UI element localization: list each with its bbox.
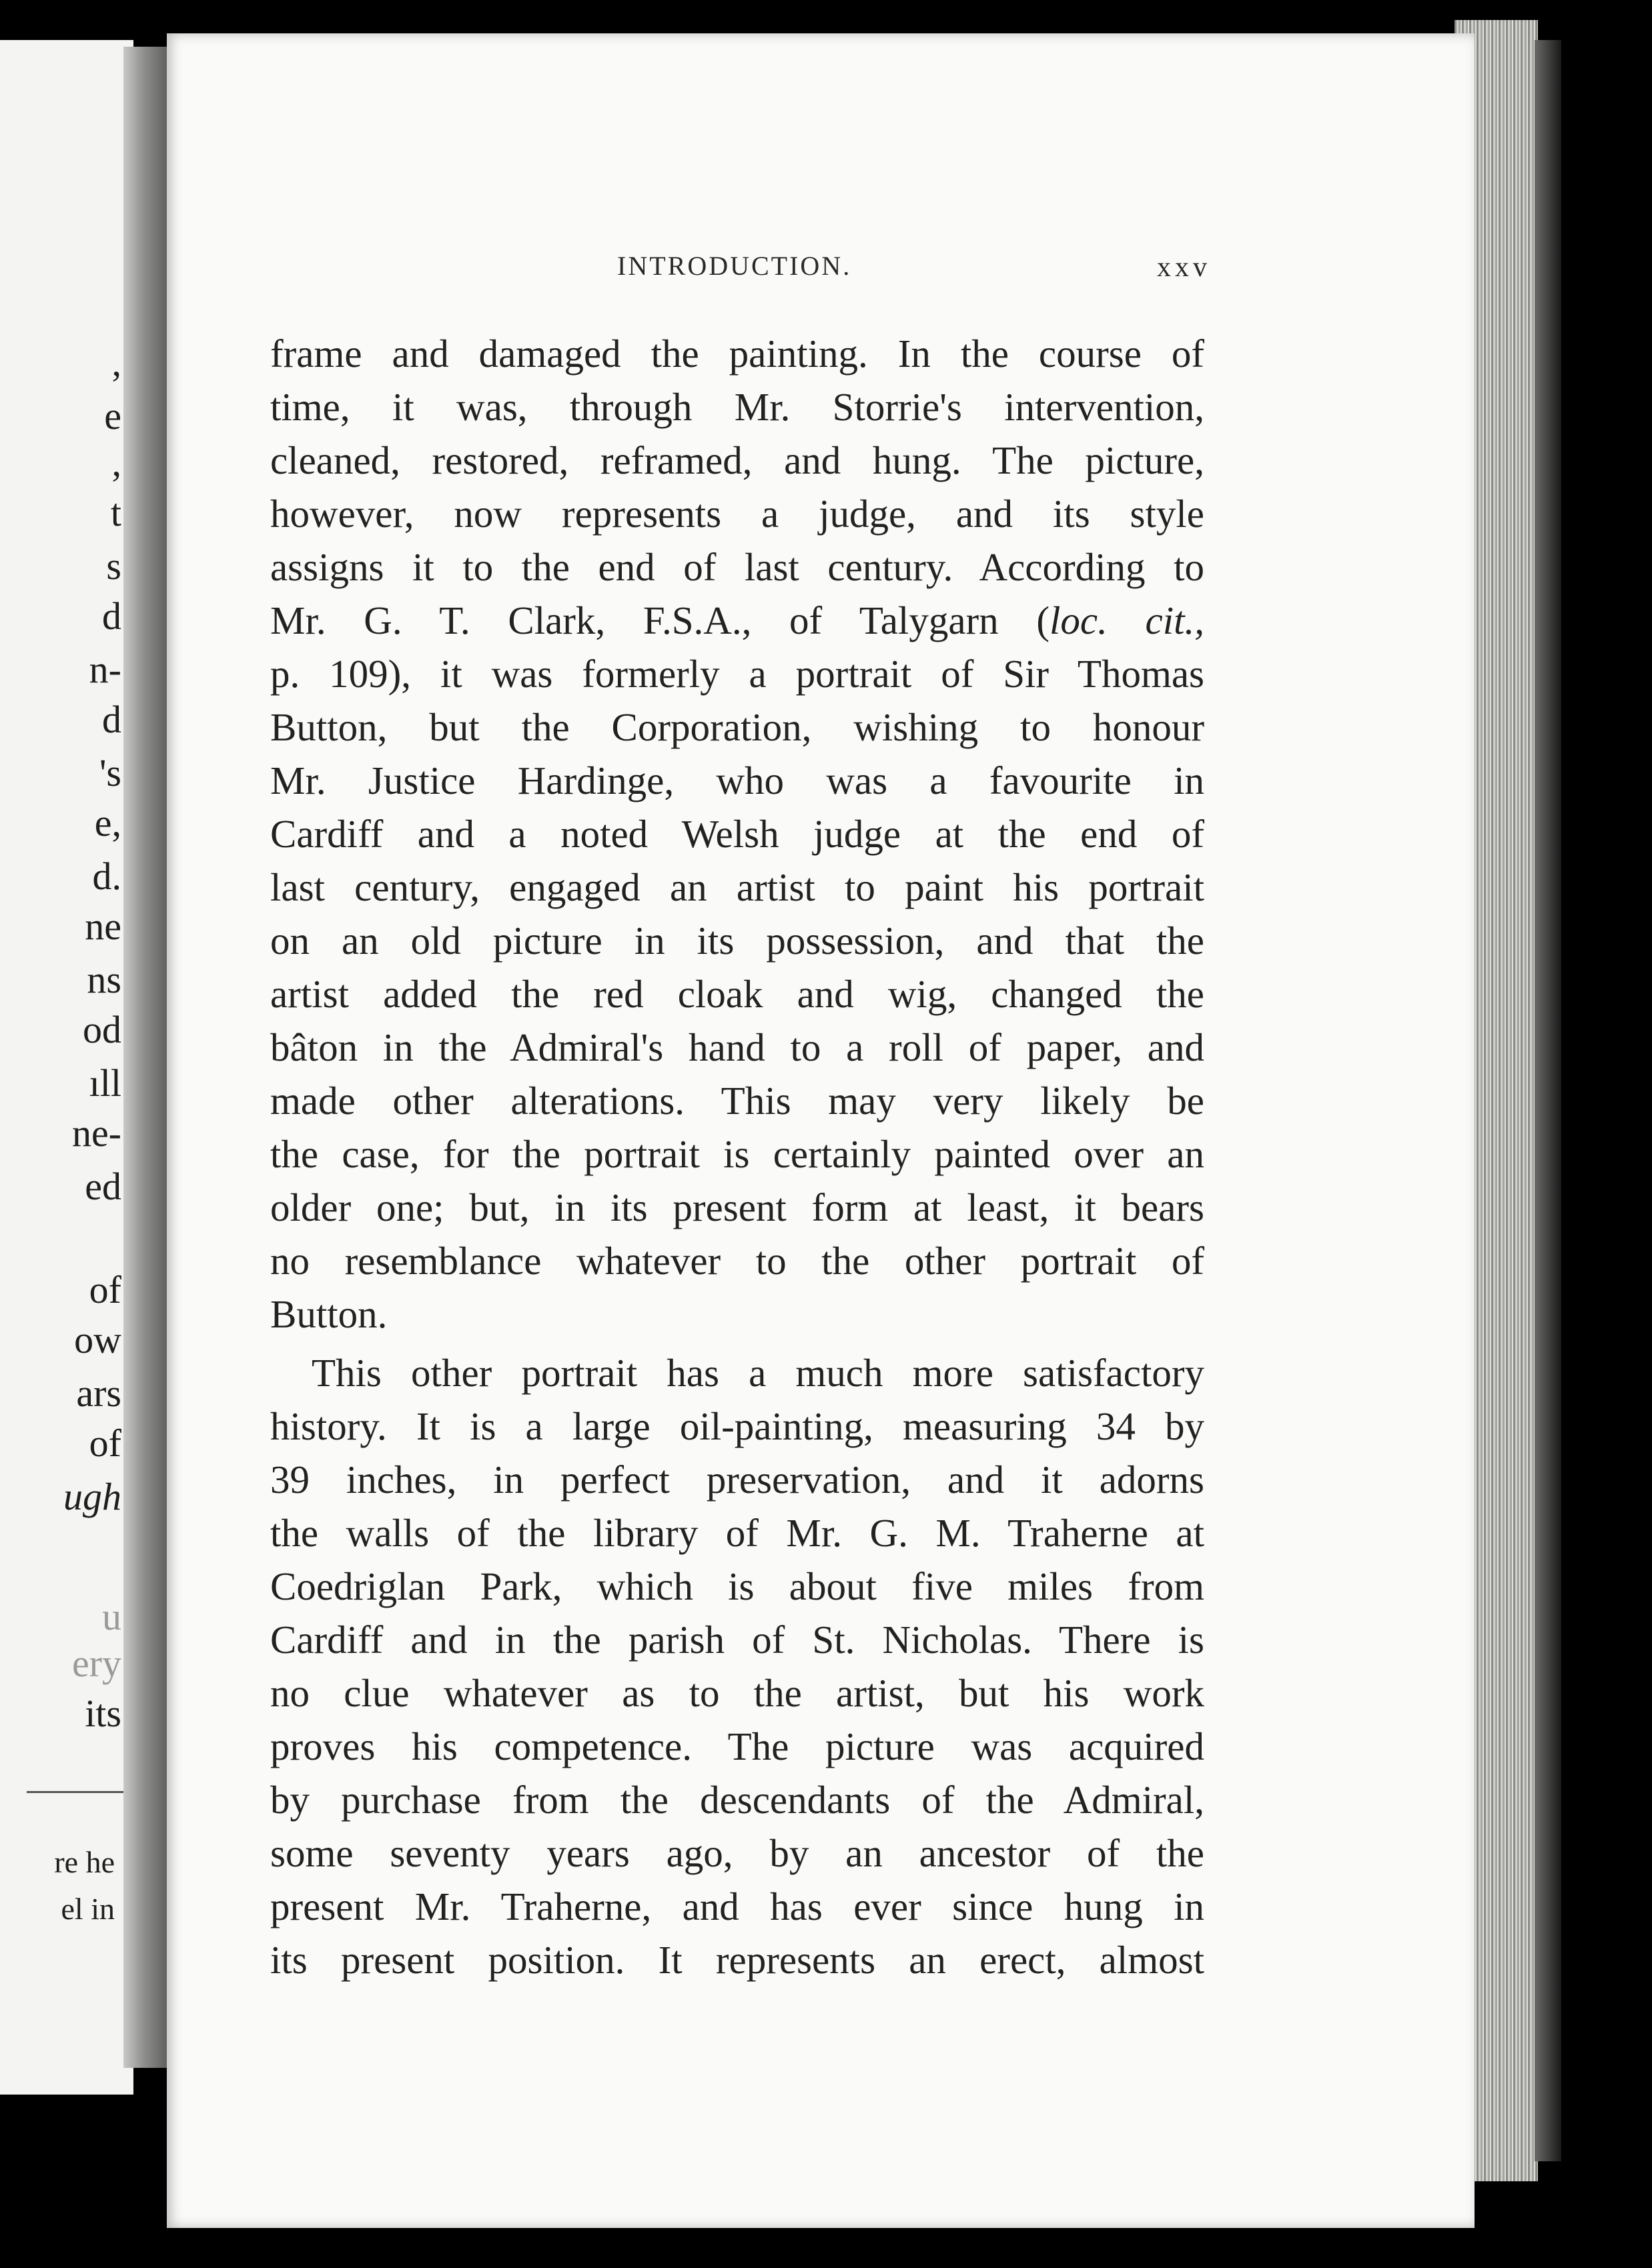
facing-page-fragment: ıll — [89, 1061, 121, 1105]
italic-citation: loc. cit., — [1050, 598, 1204, 642]
text-line: last century, engaged an artist to paint his portrait — [270, 865, 1204, 909]
text-line: Coedriglan Park, which is about five miles from — [270, 1564, 1204, 1608]
facing-page-fragment: s — [106, 544, 121, 588]
facing-page-fragment: n- — [89, 648, 121, 691]
text-line: no resemblance whatever to the other portrait of — [270, 1239, 1204, 1283]
facing-page-fragment: its — [85, 1692, 121, 1735]
text-line-paragraph-end: Button. — [270, 1292, 388, 1336]
facing-page-fragment: d — [102, 594, 121, 638]
text-line: no clue whatever as to the artist, but his work — [270, 1671, 1204, 1715]
body-text — [270, 327, 1204, 1987]
text-line: assigns it to the end of last century. According to — [270, 545, 1204, 589]
facing-page-fragment: od — [83, 1008, 121, 1051]
facing-page-fragment: of — [89, 1268, 121, 1311]
facing-page-fragment-faint: ery — [71, 1642, 121, 1685]
book-edge-shadow — [1535, 40, 1561, 2161]
facing-page-fragment: ne- — [71, 1111, 121, 1155]
text-line: 39 inches, in perfect preservation, and it adorns — [270, 1458, 1204, 1502]
book-gutter-shadow — [123, 47, 170, 2068]
text-line: on an old picture in its possession, and that the — [270, 919, 1204, 963]
facing-page-fragment: ne — [85, 905, 121, 948]
text-line: made other alterations. This may very likely be — [270, 1079, 1204, 1123]
text-line: cleaned, restored, reframed, and hung. The picture, — [270, 438, 1204, 482]
text-line: by purchase from the descendants of the Admiral, — [270, 1778, 1204, 1822]
facing-page-footnote: el in — [61, 1892, 115, 1926]
facing-page-fragment: ow — [74, 1318, 121, 1361]
text-line-paragraph-start: This other portrait has a much more satisfactory — [312, 1351, 1204, 1395]
facing-page-fragment: , — [111, 441, 121, 484]
text-line: older one; but, in its present form at least, it bears — [270, 1185, 1204, 1229]
facing-page-footnote: re he — [54, 1845, 115, 1879]
text-line: p. 109), it was formerly a portrait of Sir Thomas — [270, 652, 1204, 696]
text-line: proves his competence. The picture was acquired — [270, 1724, 1204, 1768]
text-line: artist added the red cloak and wig, changed the — [270, 972, 1204, 1016]
running-head — [617, 250, 1211, 290]
text-line: bâton in the Admiral's hand to a roll of paper, and — [270, 1025, 1204, 1069]
facing-page-fragment: , — [111, 341, 121, 384]
text-line: Button, but the Corporation, wishing to honour — [270, 705, 1204, 749]
text-line: present Mr. Traherne, and has ever since hung in — [270, 1884, 1204, 1928]
facing-page-fragment: ars — [76, 1371, 121, 1415]
text-line: Mr. G. T. Clark, F.S.A., of Talygarn (loc. cit., — [270, 598, 1204, 642]
footnote-rule — [27, 1791, 133, 1793]
facing-page-fragment: of — [89, 1422, 121, 1465]
facing-page-fragment: e — [104, 394, 121, 438]
text-line: the case, for the portrait is certainly painted over an — [270, 1132, 1204, 1176]
text-line: frame and damaged the painting. In the course of — [270, 332, 1204, 376]
text-line: Cardiff and in the parish of St. Nicholas. There is — [270, 1618, 1204, 1662]
facing-page-fragment: e, — [94, 801, 121, 844]
facing-page-fragment: d — [102, 698, 121, 741]
text-line: history. It is a large oil-painting, measuring 34 by — [270, 1404, 1204, 1448]
facing-page-fragment: ns — [87, 958, 121, 1001]
text-line: however, now represents a judge, and its style — [270, 492, 1204, 536]
facing-page-fragment: ed — [85, 1165, 121, 1208]
running-title: INTRODUCTION. — [617, 251, 852, 281]
text-line: time, it was, through Mr. Storrie's intervention, — [270, 385, 1204, 429]
text-line: Cardiff and a noted Welsh judge at the end of — [270, 812, 1204, 856]
text-line: its present position. It represents an erect, almost — [270, 1938, 1204, 1982]
facing-page-fragment-italic: ugh — [63, 1475, 121, 1518]
page-number: xxv — [1157, 252, 1211, 283]
text-line: Mr. Justice Hardinge, who was a favourite in — [270, 758, 1204, 802]
facing-page-left — [0, 40, 133, 2095]
text-line: the walls of the library of Mr. G. M. Traherne at — [270, 1511, 1204, 1555]
facing-page-fragment: t — [110, 491, 121, 534]
facing-page-fragment: 's — [99, 751, 121, 794]
facing-page-fragment: d. — [92, 855, 121, 898]
text-line: some seventy years ago, by an ancestor of the — [270, 1831, 1204, 1875]
facing-page-fragment-faint: u — [102, 1595, 121, 1638]
